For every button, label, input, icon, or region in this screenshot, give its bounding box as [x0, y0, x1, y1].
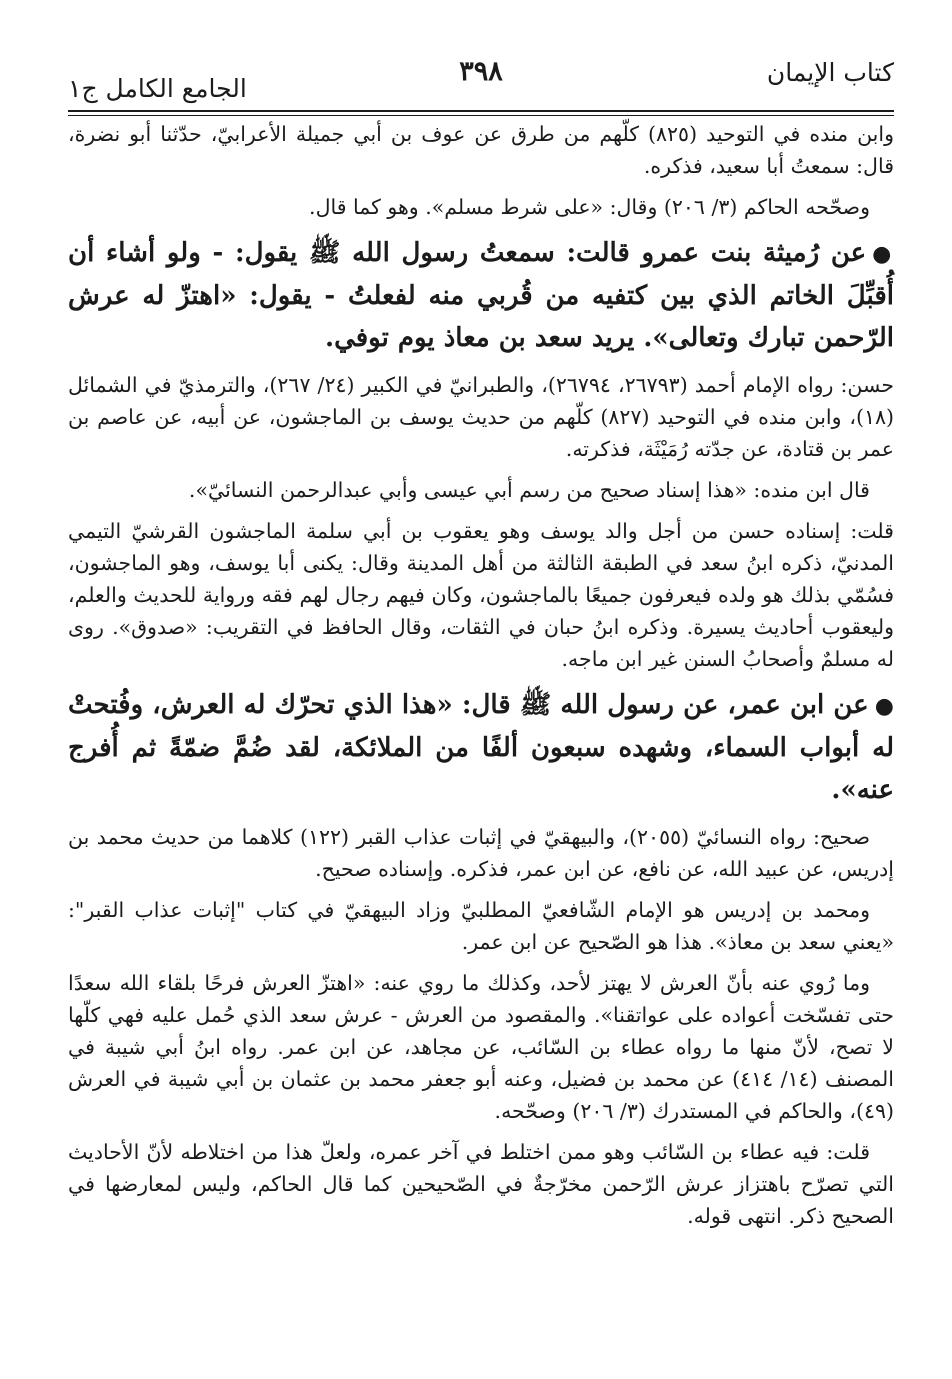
header-rule-thin — [68, 115, 894, 116]
commentary-paragraph: قلت: فيه عطاء بن السّائب وهو ممن اختلط في آخر عمره، ولعلّ هذا من اختلاطه لأنّ الأحاديث التي تصرّح باهتزاز عرش الرّحمن مخرّجةٌ في الصّحيحين كما قال الحاكم، وليس لمعارضها في الصحيح ذكر. انتهى قوله. — [68, 1140, 894, 1228]
commentary-paragraph: حسن: رواه الإمام أحمد (٢٦٧٩٣، ٢٦٧٩٤)، والطبرانيّ في الكبير (٢٤/ ٢٦٧)، والترمذيّ في الشمائل (١٨)، وابن منده في التوحيد (٨٢٧) كلّهم من حديث يوسف بن الماجشون، عن أبيه، عن عاصم بن عمر بن قتادة، عن جدّته رُمَيْثَة، فذكرته. — [68, 373, 894, 461]
bullet-icon: ● — [872, 241, 895, 267]
hadith-text: عن رُميثة بنت عمرو قالت: سمعتُ رسول الله ﷺ يقول: - ولو أشاء أن أُقبِّلَ الخاتم الذي بين كتفيه من قُربي منه لفعلتُ - يقول: «اهتزّ له عرش الرّحمن تبارك وتعالى». يريد سعد بن معاذ يوم توفي. — [68, 238, 894, 353]
commentary-paragraph: ومحمد بن إدريس هو الإمام الشّافعيّ المطلبيّ وزاد البيهقيّ في كتاب "إثبات عذاب القبر": «يعني سعد بن معاذ». هذا هو الصّحيح عن ابن عمر. — [68, 898, 894, 954]
book-title: الجامع الكامل ج١ — [68, 74, 247, 103]
commentary-paragraph: قلت: إسناده حسن من أجل والد يوسف وهو يعقوب بن أبي سلمة الماجشون القرشيّ التيمي المدنيّ، ذكره ابنُ سعد في الطبقة الثالثة من أهل المدينة وقال: يكنى أبا يوسف، وهو الماجشون، فسُمّي بذلك هو ولده فيعرفون جميعًا بالماجشون، وكان فيهم رجال لهم فقه ورواية للحديث والعلم، وليعقوب أحاديث يسيرة. وذكره ابنُ حبان في الثقات، وقال الحافظ في التقريب: «صدوق». روى له مسلمٌ وأصحابُ السنن غير ابن ماجه. — [68, 519, 894, 671]
header-rule-thick — [68, 110, 894, 112]
hadith-block — [68, 232, 894, 359]
chapter-title: كتاب الإيمان — [766, 58, 894, 87]
hadith-text: عن ابن عمر، عن رسول الله ﷺ قال: «هذا الذي تحرّك له العرش، وفُتحتْ له أبواب السماء، وشهده سبعون ألفًا من الملائكة، لقد ضُمَّ ضمّةً ثم أُفرج عنه». — [68, 690, 894, 805]
bullet-icon: ● — [874, 693, 894, 719]
commentary-paragraph: وما رُوي عنه بأنّ العرش لا يهتز لأحد، وكذلك ما روي عنه: «اهتزّ العرش فرحًا بلقاء الله سعدًا حتى تفسّخت أعواده على عواتقنا». والمقصود من العرش - عرش سعد الذي حُمل عليه فهي كلّها لا تصح، لأنّ منها ما رواه عطاء بن السّائب، عن مجاهد، عن ابن عمر. رواه ابنُ أبي شيبة في المصنف (١٤/ ٤١٤) عن محمد بن فضيل، وعنه أبو جعفر محمد بن عثمان بن أبي شيبة في العرش (٤٩)، والحاكم في المستدرك (٣/ ٢٠٦) وصحّحه. — [68, 971, 894, 1123]
page-header — [68, 0, 894, 118]
page-number: ٣٩٨ — [459, 56, 503, 87]
commentary-paragraph: صحيح: رواه النسائيّ (٢٠٥٥)، والبيهقيّ في إثبات عذاب القبر (١٢٢) كلاهما من حديث محمد بن إدريس، عن عبيد الله، عن نافع، عن ابن عمر، فذكره. وإسناده صحيح. — [68, 825, 894, 881]
commentary-paragraph: وصحّحه الحاكم (٣/ ٢٠٦) وقال: «على شرط مسلم». وهو كما قال. — [309, 195, 870, 219]
page-body — [68, 118, 894, 1232]
commentary-paragraph: وابن منده في التوحيد (٨٢٥) كلّهم من طرق عن عوف بن أبي جميلة الأعرابيّ، حدّثنا أبو نضرة، قال: سمعتُ أبا سعيد، فذكره. — [68, 122, 894, 178]
commentary-paragraph: قال ابن منده: «هذا إسناد صحيح من رسم أبي عيسى وأبي عبدالرحمن النسائيّ». — [188, 478, 870, 502]
hadith-block — [68, 684, 894, 811]
